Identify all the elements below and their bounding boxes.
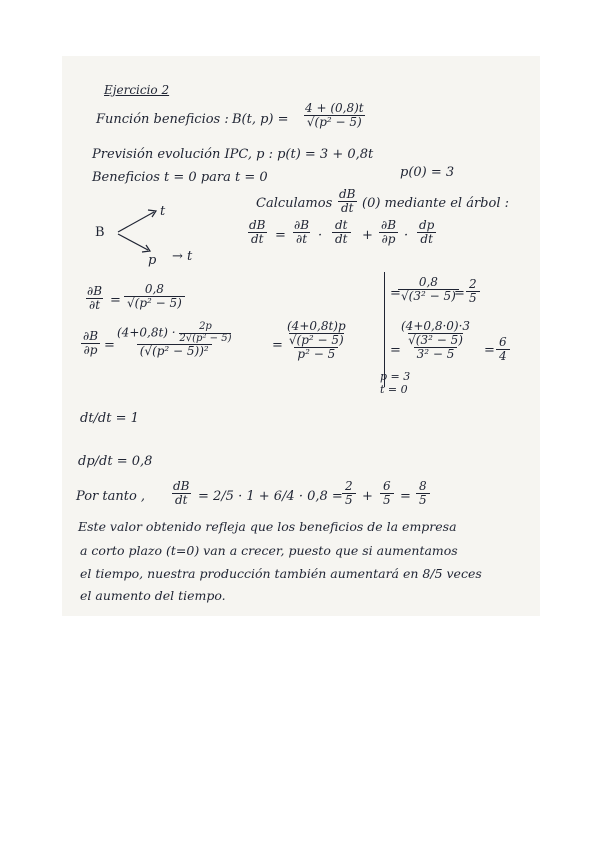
partial-dbdp-simplified-inner-den: √(p² − 5) — [288, 333, 344, 348]
total-result-num: 8 — [419, 479, 427, 493]
chain-dtdt-num: dt — [335, 218, 348, 232]
partial-dbdp-inner — [179, 322, 231, 344]
partial-dbdt-result — [124, 283, 185, 310]
tree-node-p-t: → t — [172, 249, 193, 264]
partial-dbdp-simplified-num — [284, 320, 349, 347]
total-term-b-den: 5 — [380, 493, 394, 507]
total-lhs — [170, 480, 193, 507]
chain-dBdp-num: ∂B — [381, 218, 397, 232]
function-lhs: B(t, p) = — [232, 112, 289, 127]
partial-dbdp-eq: = — [104, 338, 115, 353]
total-term-a-den: 5 — [342, 493, 356, 507]
r2-num — [398, 320, 473, 347]
total-term-a-num: 2 — [345, 479, 353, 493]
total-expression: = 2/5 · 1 + 6/4 · 0,8 = — [198, 489, 343, 504]
r2-inner-den: √(3² − 5) — [408, 333, 463, 348]
total-label: Por tanto , — [76, 489, 146, 504]
conclusion-line-3: el tiempo, nuestra producción también aumentará en 8/5 veces — [80, 566, 482, 581]
partial-dbdt-result-num: 0,8 — [144, 282, 164, 296]
conclusion-line-1: Este valor obtenido refleja que los beneficios de la empresa — [78, 519, 457, 534]
function-label: Función beneficios : — [96, 112, 229, 127]
condition-t: t = 0 — [380, 383, 408, 396]
total-lhs-den: dt — [172, 493, 191, 507]
r2-inner-num: (4+0,8·0)·3 — [401, 319, 471, 333]
r1-value-den: 5 — [466, 291, 480, 305]
chain-dpdt-den: dt — [417, 232, 436, 246]
chain-dot-2: · — [404, 228, 409, 243]
total-term-b — [380, 480, 394, 507]
calc-rest: (0) mediante el árbol : — [362, 196, 509, 211]
chain-dpdt — [416, 219, 437, 246]
chain-plus: + — [362, 228, 373, 243]
partial-dbdp-quotient — [114, 322, 234, 358]
calc-frac-den: dt — [338, 201, 357, 215]
r1-value-num: 2 — [469, 277, 477, 291]
partial-dbdp-eq-2: = — [272, 338, 283, 353]
r2-value-den: 4 — [496, 349, 510, 363]
r2-inner — [401, 320, 470, 347]
function-numerator: 4 + (0,8)t — [305, 101, 364, 115]
partial-dbdp-factor: (4+0,8t) · — [117, 325, 176, 340]
chain-dot-1: · — [318, 228, 323, 243]
chain-dpdt-num: dp — [419, 218, 435, 232]
tree-node-p: p — [148, 253, 157, 268]
partial-dbdp-simplified-den: p² − 5 — [294, 347, 338, 361]
chain-lhs-den: dt — [248, 232, 267, 246]
chain-eq: = — [275, 228, 286, 243]
tree-node-B: B — [95, 225, 105, 240]
chain-dBdt — [291, 219, 312, 246]
chain-dBdt-den: ∂t — [293, 232, 310, 246]
total-lhs-num: dB — [173, 479, 190, 493]
chain-dBdp-den: ∂p — [379, 232, 399, 246]
calc-frac-num: dB — [339, 187, 356, 201]
calc-label: Calculamos — [256, 196, 333, 211]
chain-dBdp — [378, 219, 399, 246]
total-result-den: 5 — [416, 493, 430, 507]
calc-fraction — [336, 188, 359, 215]
r1-num: 0,8 — [418, 275, 438, 289]
r2-eq-b: = — [484, 343, 495, 358]
conclusion-line-4: el aumento del tiempo. — [80, 588, 226, 603]
condition-p: p = 3 — [380, 370, 411, 383]
partial-dbdp-simplified-inner-num: (4+0,8t)p — [287, 319, 346, 333]
partial-dbdt-num: ∂B — [87, 284, 103, 298]
chain-lhs-num: dB — [249, 218, 266, 232]
partial-dbdt — [84, 285, 105, 312]
partial-dbdp — [80, 330, 101, 357]
dpdt-line: dp/dt = 0,8 — [78, 454, 153, 469]
chain-dtdt-den: dt — [332, 232, 351, 246]
ipc-line: Previsión evolución IPC, p : p(t) = 3 + 0,8t — [92, 147, 374, 162]
function-fraction — [302, 102, 367, 129]
r2-den: 3² − 5 — [414, 347, 458, 361]
total-result — [416, 480, 430, 507]
r2-eq-a: = — [390, 343, 401, 358]
chain-dBdt-num: ∂B — [294, 218, 310, 232]
r1-fraction — [398, 276, 459, 303]
partial-dbdp-simplified-inner — [287, 320, 346, 347]
partial-dbdp-num: ∂B — [83, 329, 99, 343]
r2-value — [496, 336, 510, 363]
tree-node-t: t — [160, 204, 166, 219]
conclusion-line-2: a corto plazo (t=0) van a crecer, puesto que si aumentamos — [80, 543, 458, 558]
chain-lhs — [246, 219, 269, 246]
total-plus: + — [362, 489, 373, 504]
total-term-b-num: 6 — [383, 479, 391, 493]
total-eq-2: = — [400, 489, 411, 504]
partial-dbdp-inner-num: 2p — [199, 321, 212, 332]
function-denominator: √(p² − 5) — [304, 115, 365, 129]
partial-dbdp-den: ∂p — [81, 343, 101, 357]
partial-dbdp-quotient-num — [114, 322, 234, 344]
benefits-line: Beneficios t = 0 para t = 0 — [92, 170, 268, 185]
exercise-title: Ejercicio 2 — [104, 83, 170, 97]
partial-dbdp-simplified — [284, 320, 349, 362]
dtdt-line: dt/dt = 1 — [80, 411, 139, 426]
r2-value-num: 6 — [499, 335, 507, 349]
r2-fraction — [398, 320, 473, 362]
r1-den: √(3² − 5) — [398, 289, 459, 303]
partial-dbdt-den: ∂t — [86, 298, 103, 312]
partial-dbdp-inner-den: 2√(p² − 5) — [179, 332, 232, 344]
r1-eq-a: = — [390, 286, 401, 301]
r1-eq-b: = — [454, 286, 465, 301]
total-term-a — [342, 480, 356, 507]
r1-value — [466, 278, 480, 305]
partial-dbdt-result-den: √(p² − 5) — [124, 296, 185, 310]
partial-dbdt-eq: = — [110, 293, 121, 308]
partial-dbdp-quotient-den: (√(p² − 5))² — [137, 344, 212, 358]
p0-value: p(0) = 3 — [400, 165, 455, 180]
chain-dtdt — [332, 219, 351, 246]
